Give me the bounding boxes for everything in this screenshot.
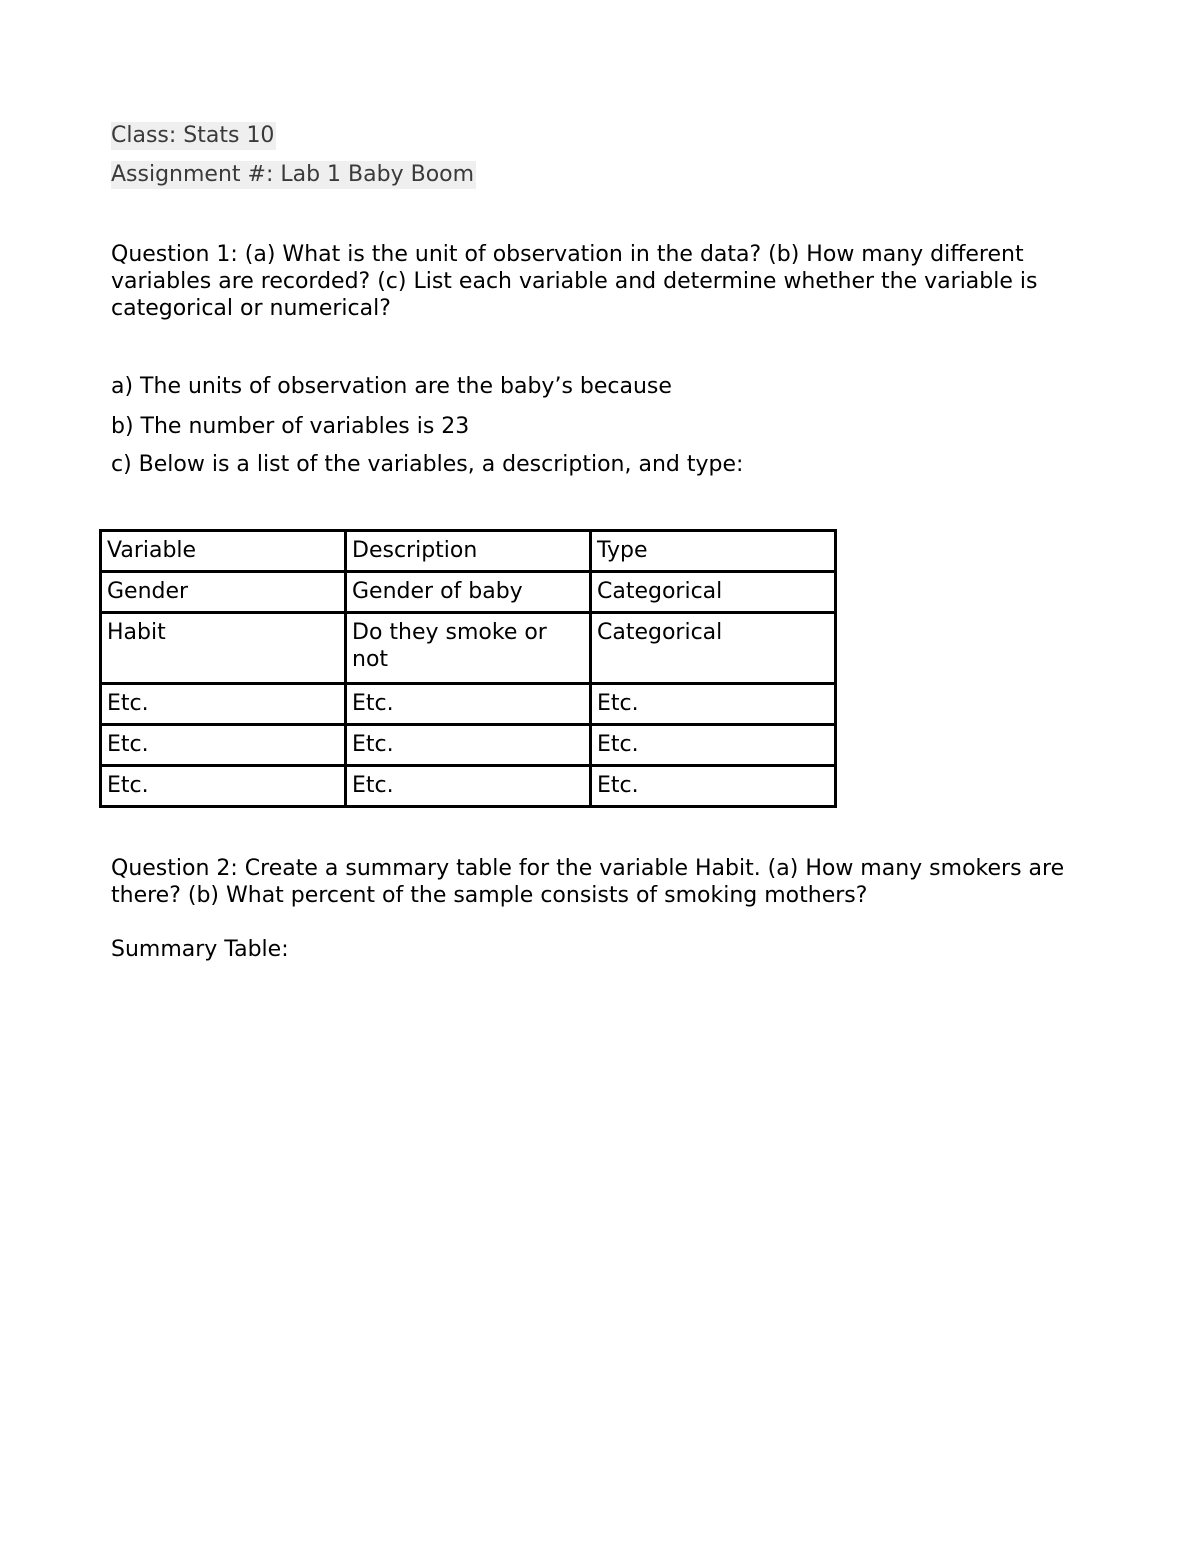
table-cell: Gender of baby	[346, 572, 591, 613]
table-header-cell: Variable	[101, 531, 346, 572]
table-cell: Etc.	[591, 725, 836, 766]
question-1-text: Question 1: (a) What is the unit of observation in the data? (b) How many different variables are recorded? (c) List each variable and determine whether the variable is categorical or numerical?	[111, 242, 1038, 321]
table-cell: Do they smoke or not	[346, 613, 591, 684]
table-header-cell: Description	[346, 531, 591, 572]
table-header-cell: Type	[591, 531, 836, 572]
answer-c: c) Below is a list of the variables, a description, and type:	[111, 452, 744, 477]
table-cell: Etc.	[346, 766, 591, 807]
table-row	[101, 613, 836, 684]
table-row	[101, 725, 836, 766]
answer-b: b) The number of variables is 23	[111, 414, 470, 439]
class-line: Class: Stats 10	[111, 123, 275, 148]
table-header-row	[101, 531, 836, 572]
table-row	[101, 572, 836, 613]
variables-table	[99, 529, 837, 808]
answer-a: a) The units of observation are the baby’s because	[111, 374, 672, 399]
table-cell: Categorical	[591, 572, 836, 613]
table-row	[101, 684, 836, 725]
assignment-line: Assignment #: Lab 1 Baby Boom	[111, 162, 475, 187]
summary-table-label: Summary Table:	[111, 937, 289, 962]
table-cell: Etc.	[101, 725, 346, 766]
question-2-text: Question 2: Create a summary table for the variable Habit. (a) How many smokers are there? (b) What percent of the sample consists of smoking mothers?	[111, 856, 1065, 908]
table-cell: Etc.	[101, 766, 346, 807]
table-cell: Etc.	[591, 684, 836, 725]
table-cell: Habit	[101, 613, 346, 684]
table-cell: Etc.	[346, 725, 591, 766]
table-cell: Etc.	[591, 766, 836, 807]
table-cell: Categorical	[591, 613, 836, 684]
table-row	[101, 766, 836, 807]
table-cell: Etc.	[346, 684, 591, 725]
table-cell: Gender	[101, 572, 346, 613]
table-cell: Etc.	[101, 684, 346, 725]
